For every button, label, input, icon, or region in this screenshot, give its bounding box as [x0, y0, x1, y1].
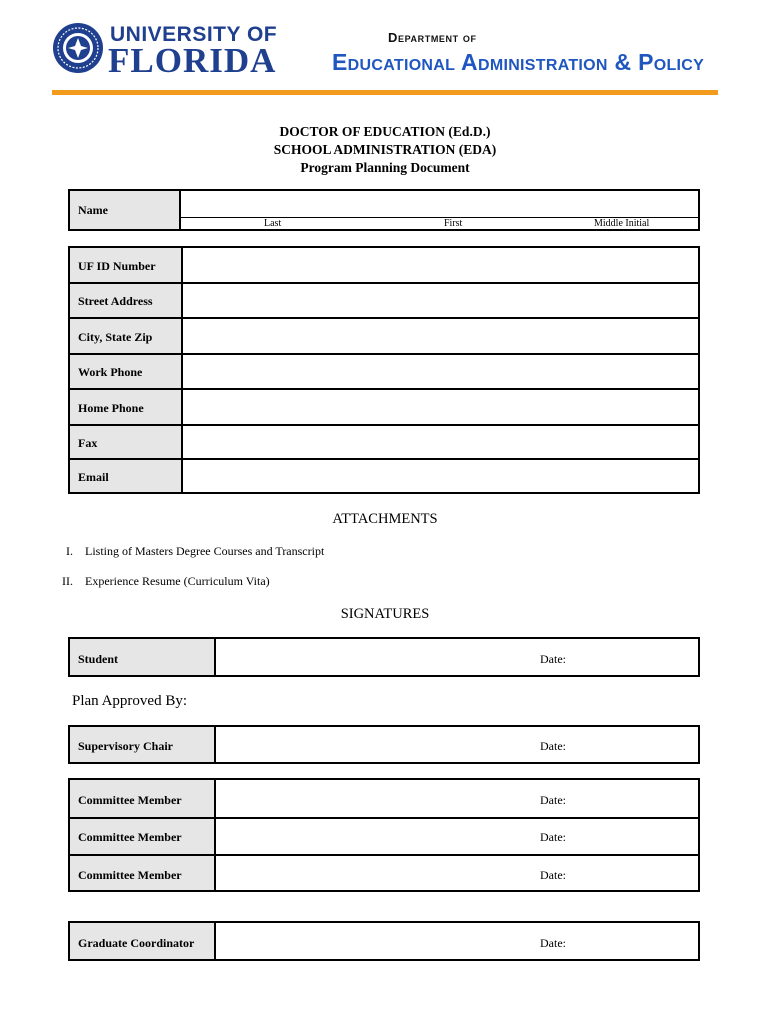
graduate-coordinator-signature-row[interactable]	[68, 921, 700, 961]
city-state-zip-field[interactable]	[181, 319, 698, 355]
name-first-caption: First	[444, 218, 463, 229]
fax-field[interactable]	[181, 426, 698, 460]
work-phone-label: Work Phone	[78, 365, 143, 379]
date-label: Date:	[540, 830, 566, 844]
attachment-number: I.	[66, 544, 73, 558]
contact-info-form	[68, 246, 700, 494]
fax-label: Fax	[78, 436, 98, 450]
city-state-zip-label: City, State Zip	[78, 330, 153, 344]
date-label: Date:	[540, 936, 566, 950]
date-label: Date:	[540, 868, 566, 882]
date-label: Date:	[540, 793, 566, 807]
date-label: Date:	[540, 652, 566, 666]
street-address-label: Street Address	[78, 294, 153, 308]
name-middle-caption: Middle Initial	[594, 218, 650, 229]
committee-member-label: Committee Member	[78, 830, 182, 844]
uf-id-field[interactable]	[181, 248, 698, 284]
name-label: Name	[78, 203, 108, 217]
name-last-caption: Last	[264, 218, 282, 229]
header-divider	[52, 90, 718, 95]
committee-signature-block	[68, 778, 700, 892]
home-phone-field[interactable]	[181, 390, 698, 426]
street-address-field[interactable]	[181, 284, 698, 319]
university-name-line2: FLORIDA	[108, 41, 277, 80]
email-label: Email	[78, 470, 109, 484]
committee-signature-field-3[interactable]	[216, 856, 698, 890]
university-name-line1: UNIVERSITY OF	[110, 23, 278, 46]
attachment-item: Listing of Masters Degree Courses and Transcript	[85, 544, 325, 558]
committee-member-label: Committee Member	[78, 868, 182, 882]
name-input[interactable]	[183, 191, 698, 217]
doc-title-line2: SCHOOL ADMINISTRATION (EDA)	[273, 142, 497, 157]
date-label: Date:	[540, 739, 566, 753]
attachments-heading: ATTACHMENTS	[332, 511, 438, 527]
graduate-coordinator-label: Graduate Coordinator	[78, 936, 195, 950]
committee-signature-field-2[interactable]	[216, 819, 698, 854]
uf-id-label: UF ID Number	[78, 259, 156, 273]
home-phone-label: Home Phone	[78, 401, 144, 415]
work-phone-field[interactable]	[181, 355, 698, 390]
committee-signature-field-1[interactable]	[216, 780, 698, 817]
doc-title-line1: DOCTOR OF EDUCATION (Ed.D.)	[279, 124, 491, 139]
university-seal-icon	[52, 22, 104, 74]
name-form	[68, 189, 700, 231]
supervisory-chair-signature-row[interactable]	[68, 725, 700, 764]
student-label: Student	[78, 652, 119, 666]
attachment-item: Experience Resume (Curriculum Vita)	[85, 574, 270, 588]
department-label: Department of	[388, 30, 477, 45]
doc-title-line3: Program Planning Document	[300, 160, 470, 175]
committee-member-label: Committee Member	[78, 793, 182, 807]
department-name: Educational Administration & Policy	[332, 49, 705, 75]
supervisory-chair-label: Supervisory Chair	[78, 739, 174, 753]
name-label-cell	[70, 191, 181, 229]
student-signature-row[interactable]	[68, 637, 700, 677]
plan-approved-label: Plan Approved By:	[72, 693, 187, 709]
email-field[interactable]	[181, 460, 698, 492]
attachment-number: II.	[62, 574, 73, 588]
signatures-heading: SIGNATURES	[340, 606, 430, 622]
